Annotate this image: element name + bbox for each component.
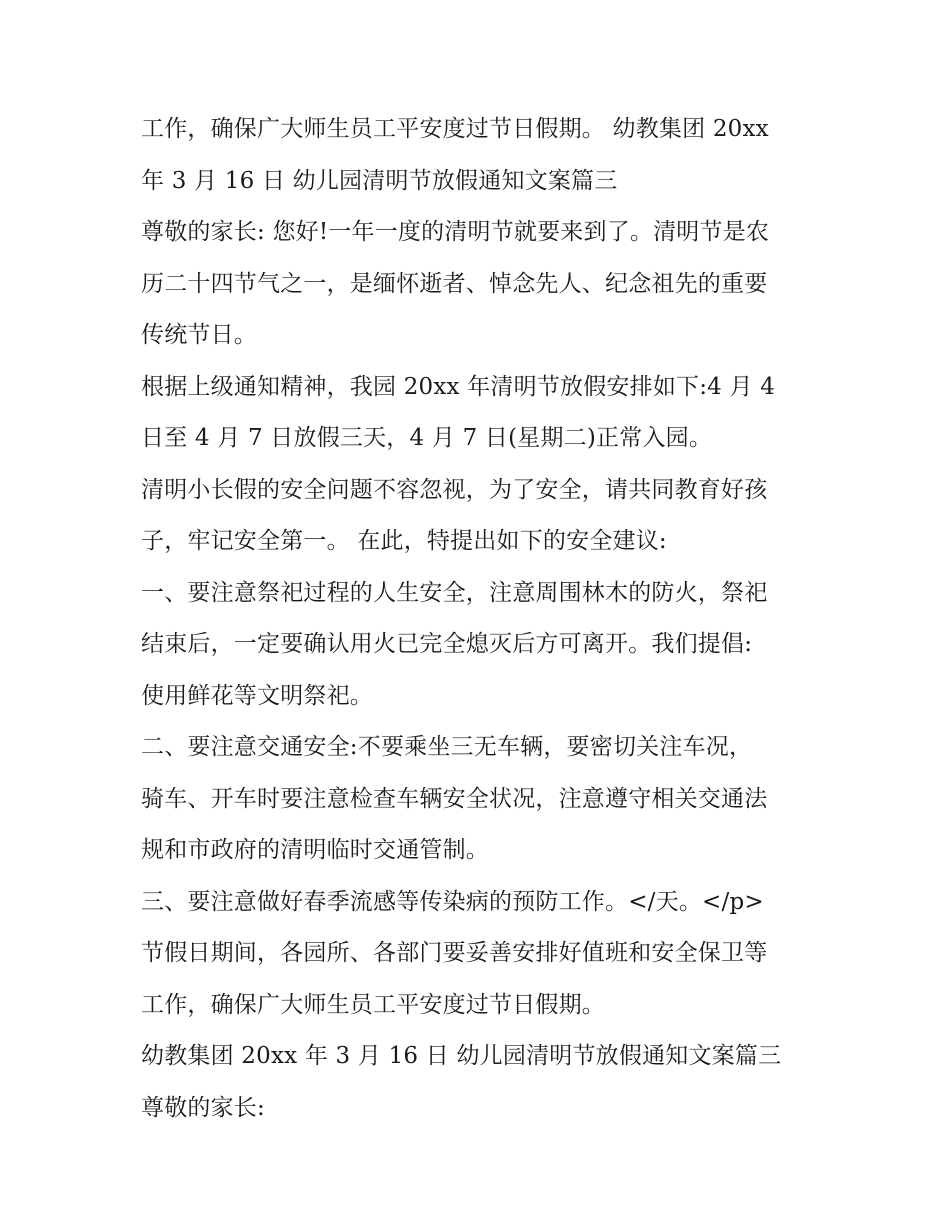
text-line: 规和市政府的清明临时交通管制。 [141,837,489,863]
text-line: 子，牢记安全第一。 在此，特提出如下的安全建议: [141,528,667,554]
text-line: 三、要注意做好春季流感等传染病的预防工作。</天。</p> [141,888,764,915]
text-line: 历二十四节气之一，是缅怀逝者、悼念先人、纪念祖先的重要 [141,270,768,297]
text-line: 结束后，一定要确认用火已完全熄灭后方可离开。我们提倡: [141,631,753,657]
text-line: 日至 4 月 7 日放假三天，4 月 7 日(星期二)正常入园。 [141,425,713,451]
text-line: 工作，确保广大师生员工平安度过节日假期。 [141,991,605,1018]
text-line: 使用鲜花等文明祭祀。 [141,682,373,709]
text-line: 二、要注意交通安全:不要乘坐三无车辆，要密切关注车况， [141,734,753,760]
text-line: 尊敬的家长: [141,1094,265,1121]
text-line: 传统节日。 [141,322,257,348]
text-line: 幼教集团 20xx 年 3 月 16 日 幼儿园清明节放假通知文案篇三 [141,1043,782,1069]
text-line: 根据上级通知精神，我园 20xx 年清明节放假安排如下:4 月 4 [141,373,776,400]
text-line: 节假日期间，各园所、各部门要妥善安排好值班和安全保卫等 [141,940,768,966]
text-line: 年 3 月 16 日 幼儿园清明节放假通知文案篇三 [141,167,618,194]
text-line: 清明小长假的安全问题不容忽视，为了安全，请共同教育好孩 [141,476,768,503]
document-body [141,104,821,1134]
text-line: 一、要注意祭祀过程的人生安全，注意周围林木的防火，祭祀 [141,579,768,606]
text-line: 骑车、开车时要注意检查车辆安全状况，注意遵守相关交通法 [141,785,768,812]
text-line: 尊敬的家长: 您好!一年一度的清明节就要来到了。清明节是农 [141,219,770,245]
text-line: 工作，确保广大师生员工平安度过节日假期。 幼教集团 20xx [141,116,769,142]
